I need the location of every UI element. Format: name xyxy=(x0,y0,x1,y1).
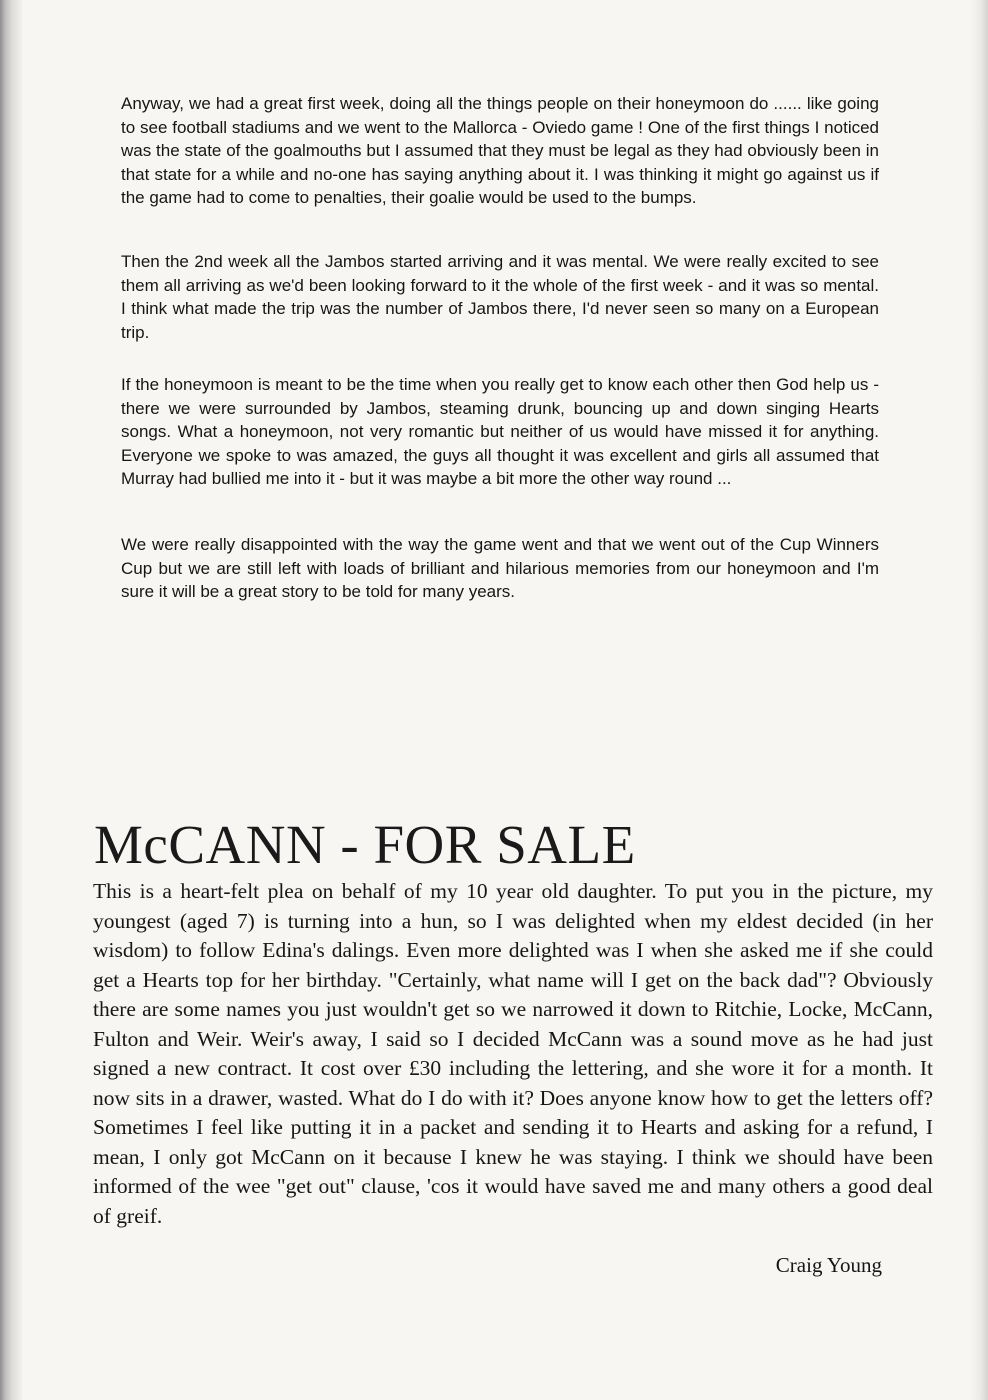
article-body: This is a heart-felt plea on behalf of my 10 year old daughter. To put you in the picture, my youngest (aged 7) is turning into a hun, so I was delighted when my eldest decided (in her wisdom) to follow Edina's dalings. Even more delighted was I when she asked me if she could get a Hearts top for her birthday. "Certainly, what name will I get on the back dad"? Obviously there are some names you just wouldn't get so we narrowed it down to Ritchie, Locke, McCann, Fulton and Weir. Weir's away, I said so I decided McCann was a sound move as he had just signed a new contract. It cost over £30 including the lettering, and she wore it for a month. It now sits in a drawer, wasted. What do I do with it? Does anyone know how to get the letters off? Sometimes I feel like putting it in a packet and sending it to Hearts and asking for a refund, I mean, I only got McCann on it because I knew he was staying. I think we should have been informed of the wee "get out" clause, 'cos it would have saved me and many others a good deal of greif. xyxy=(93,879,933,1228)
paragraph-text: If the honeymoon is meant to be the time when you really get to know each other then God help us - there we were surrounded by Jambos, steaming drunk, bouncing up and down singing Hearts songs. What a honeymoon, not very romantic but neither of us would have missed it for anything. Everyone we spoke to was amazed, the guys all thought it was excellent and girls all assumed that Murray had bullied me into it - but it was maybe a bit more the other way round ... xyxy=(121,375,879,488)
page-right-edge xyxy=(970,0,988,1400)
paragraph-text: We were really disappointed with the way the game went and that we went out of the Cup Winners Cup but we are still left with loads of brilliant and hilarious memories from our honeymoon and I'm sure it will be a great story to be told for many years. xyxy=(121,535,879,601)
article-author: Craig Young xyxy=(775,1253,882,1277)
honeymoon-paragraph-4 xyxy=(121,533,879,604)
honeymoon-paragraph-3 xyxy=(121,373,879,491)
honeymoon-paragraph-1 xyxy=(121,92,879,210)
paragraph-text: Then the 2nd week all the Jambos started arriving and it was mental. We were really excited to see them all arriving as we'd been looking forward to it the whole of the first week - and it was so mental. I think what made the trip was the number of Jambos there, I'd never seen so many on a European trip. xyxy=(121,252,879,342)
article-headline: McCANN - FOR SALE xyxy=(94,814,636,875)
page-binding-edge xyxy=(0,0,22,1400)
honeymoon-paragraph-2 xyxy=(121,250,879,344)
paragraph-text: Anyway, we had a great first week, doing all the things people on their honeymoon do ...... like going to see football stadiums and we went to the Mallorca - Oviedo game ! One of the first things I noticed was the state of the goalmouths but I assumed that they must be legal as they had obviously been in that state for a while and no-one has saying anything about it. I was thinking it might go against us if the game had to come to penalties, their goalie would be used to the bumps. xyxy=(121,94,879,207)
